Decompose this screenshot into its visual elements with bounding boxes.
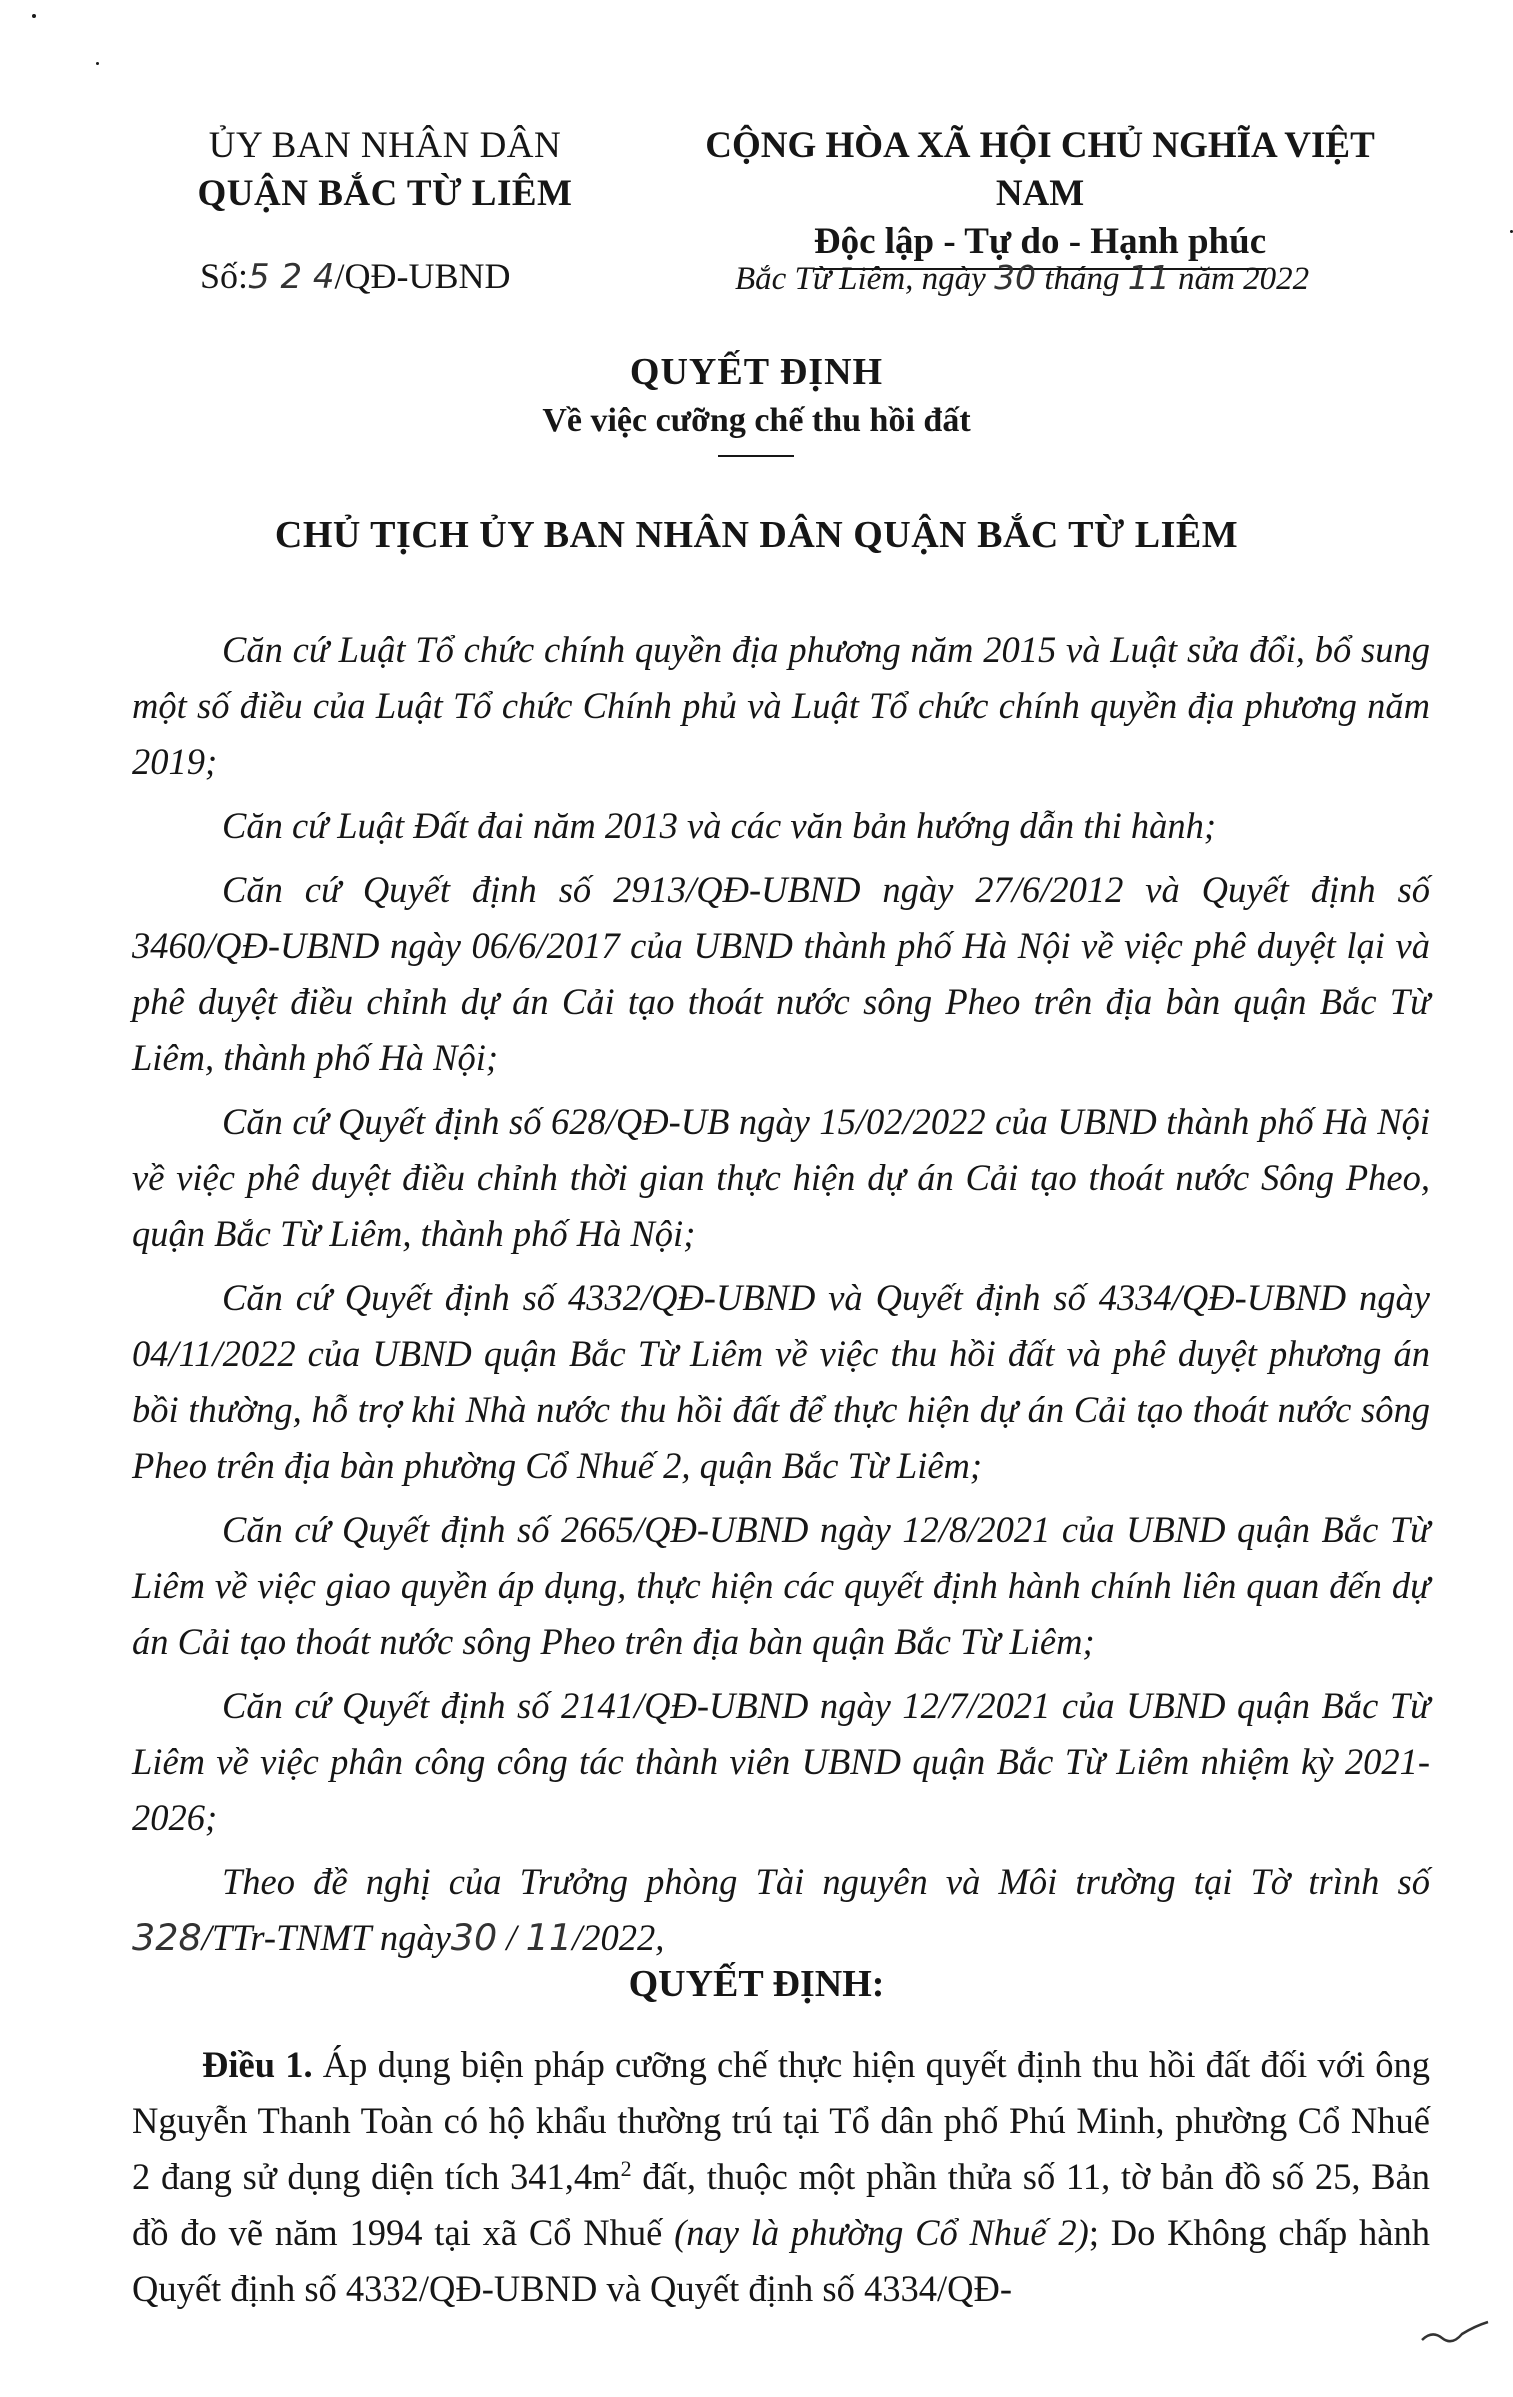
area-unit-superscript: 2	[620, 2155, 632, 2181]
proposal-sep: /	[497, 1917, 526, 1958]
agency-line-1: ỦY BAN NHÂN DÂN	[208, 125, 562, 166]
national-header	[660, 122, 1420, 270]
date-mid: tháng	[1044, 261, 1120, 297]
date-prefix: Bắc Từ Liêm, ngày	[735, 261, 986, 297]
article-1-paragraph	[132, 2037, 1430, 2317]
document-title: QUYẾT ĐỊNH	[629, 351, 884, 393]
nation-title: CỘNG HÒA XÃ HỘI CHỦ NGHĨA VIỆT NAM	[705, 125, 1375, 214]
article-1-lead: Điều 1.	[202, 2044, 313, 2085]
date-suffix: năm 2022	[1177, 261, 1310, 297]
ground-paragraph: Căn cứ Quyết định số 628/QĐ-UB ngày 15/02/2022 của UBND thành phố Hà Nội về việc phê duyệt điều chỉnh thời gian thực hiện dự án Cải tạo thoát nước Sông Pheo, quận Bắc Từ Liêm, thành phố Hà Nội;	[132, 1101, 1430, 1254]
legal-grounds	[132, 622, 1430, 1974]
docno-suffix: /QĐ-UBND	[334, 256, 511, 296]
ground-paragraph: Căn cứ Quyết định số 2913/QĐ-UBND ngày 27/6/2012 và Quyết định số 3460/QĐ-UBND ngày 06/6/2017 của UBND thành phố Hà Nội về việc phê duyệt lại và phê duyệt điều chỉnh dự án Cải tạo thoát nước sông Pheo trên địa bàn quận Bắc Từ Liêm, thành phố Hà Nội;	[132, 869, 1430, 1078]
proposal-report-no: 328	[132, 1916, 202, 1959]
proposal-day: 30	[450, 1916, 498, 1959]
proposal-text-before: Theo đề nghị của Trưởng phòng Tài nguyên và Môi trường tại Tờ trình số	[222, 1861, 1430, 1902]
ground-paragraph: Căn cứ Luật Đất đai năm 2013 và các văn bản hướng dẫn thi hành;	[222, 805, 1217, 846]
date-line	[735, 258, 1309, 298]
ground-paragraph: Căn cứ Quyết định số 4332/QĐ-UBND và Quyết định số 4334/QĐ-UBND ngày 04/11/2022 của UBND quận Bắc Từ Liêm về việc thu hồi đất và phê duyệt phương án bồi thường, hỗ trợ khi Nhà nước thu hồi đất để thực hiện dự án Cải tạo thoát nước sông Pheo trên địa bàn phường Cổ Nhuế 2, quận Bắc Từ Liêm;	[132, 1277, 1430, 1486]
document-number	[200, 255, 511, 297]
docno-handwritten: 5 2 4	[248, 257, 335, 297]
proposal-text-after: /2022,	[572, 1917, 665, 1958]
decision-heading: QUYẾT ĐỊNH:	[628, 1963, 885, 2005]
ground-paragraph: Căn cứ Quyết định số 2665/QĐ-UBND ngày 12/8/2021 của UBND quận Bắc Từ Liêm về việc giao quyền áp dụng, thực hiện các quyết định hành chính liên quan đến dự án Cải tạo thoát nước sông Pheo trên địa bàn quận Bắc Từ Liêm;	[132, 1509, 1430, 1662]
ground-paragraph: Căn cứ Luật Tổ chức chính quyền địa phương năm 2015 và Luật sửa đổi, bổ sung một số điều của Luật Tổ chức Chính phủ và Luật Tổ chức chính quyền địa phương năm 2019;	[132, 629, 1430, 782]
article-1-text-a: Áp dụng biện pháp cưỡng chế thực hiện quyết định thu hồi đất đối với ông Nguyễn Thanh Toàn có hộ khẩu thường trú tại Tổ dân phố Phú Minh, phường Cổ Nhuế 2 đang sử dụng diện tích 341,4m	[132, 2044, 1430, 2197]
proposal-paragraph	[132, 1854, 1430, 1966]
article-1-text-c: ; Do Không chấp hành Quyết định số 4332/QĐ-UBND và Quyết định số 4334/QĐ-	[132, 2212, 1430, 2309]
date-month: 11	[1127, 258, 1170, 297]
document-subtitle: Về việc cưỡng chế thu hồi đất	[542, 402, 971, 439]
national-motto: Độc lập - Tự do - Hạnh phúc	[814, 218, 1266, 270]
article-1-italic-note: (nay là phường Cổ Nhuế 2)	[674, 2212, 1089, 2253]
issuing-authority: CHỦ TỊCH ỦY BAN NHÂN DÂN QUẬN BẮC TỪ LIÊM	[274, 514, 1239, 556]
scan-speck	[32, 14, 36, 18]
scan-speck	[96, 62, 99, 65]
article-1-text-b: đất, thuộc một phần thửa số 11, tờ bản đồ số 25, Bản đồ đo vẽ năm 1994 tại xã Cổ Nhuế	[132, 2156, 1430, 2253]
docno-prefix: Số:	[200, 256, 249, 296]
ground-paragraph: Căn cứ Quyết định số 2141/QĐ-UBND ngày 12/7/2021 của UBND quận Bắc Từ Liêm về việc phân công công tác thành viên UBND quận Bắc Từ Liêm nhiệm kỳ 2021-2026;	[132, 1685, 1430, 1838]
handwritten-mark-icon	[1420, 2318, 1490, 2348]
title-divider	[718, 455, 794, 457]
proposal-month: 11	[525, 1916, 573, 1959]
proposal-text-mid: /TTr-TNMT ngày	[201, 1917, 451, 1958]
article-1	[132, 2037, 1430, 2317]
agency-line-2: QUẬN BẮC TỪ LIÊM	[197, 173, 573, 214]
date-day: 30	[994, 258, 1037, 297]
issuing-agency	[150, 122, 620, 218]
